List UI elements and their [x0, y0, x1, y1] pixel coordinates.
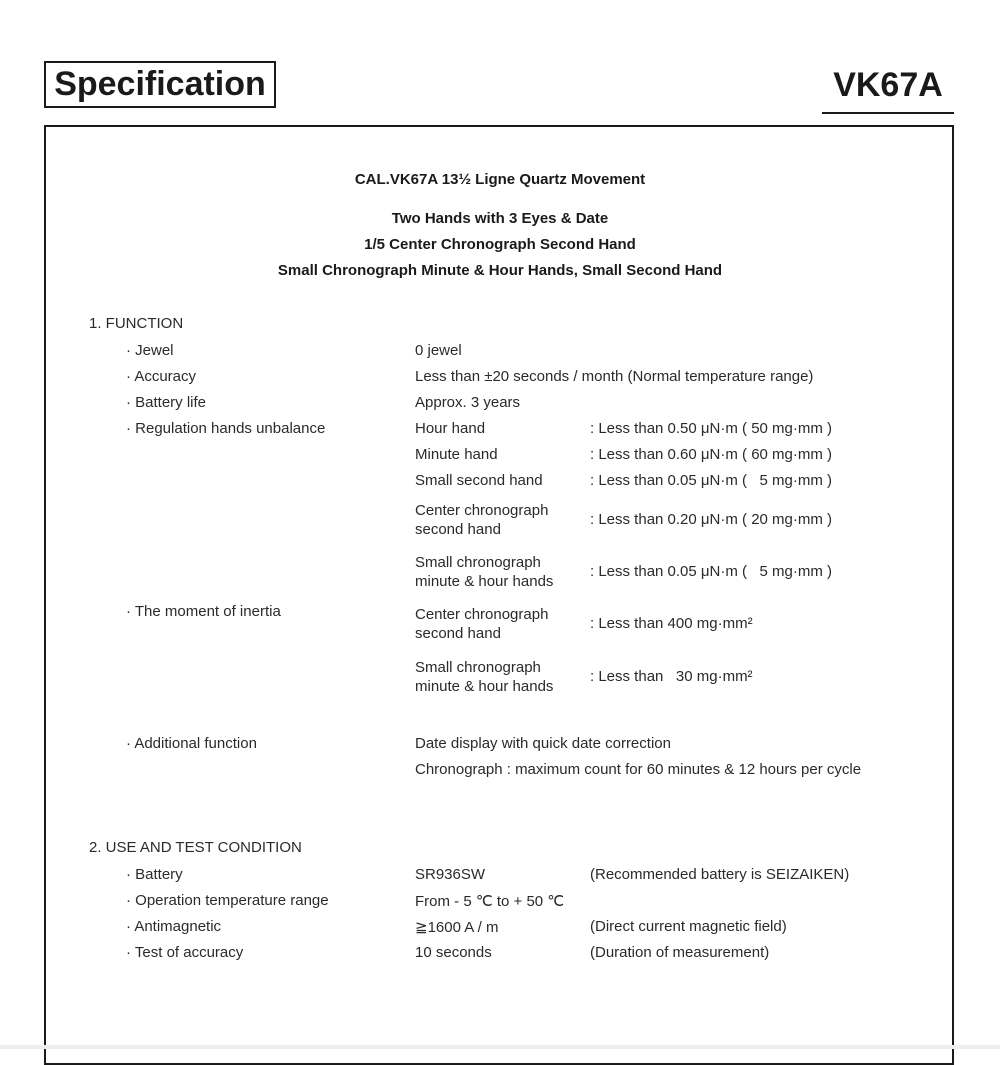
additional-value-chrono: Chronograph : maximum count for 60 minutes & 12 hours per cycle — [415, 761, 862, 778]
test-accuracy-label: · Test of accuracy — [126, 944, 244, 961]
jewel-label: · Jewel — [126, 342, 174, 359]
unbalance-hour-name: Hour hand — [415, 420, 486, 437]
unbalance-minute-name: Minute hand — [415, 446, 498, 463]
jewel-value: 0 jewel — [415, 342, 462, 359]
battery-value: SR936SW — [415, 866, 486, 883]
battery-life-value: Approx. 3 years — [415, 394, 521, 411]
antimagnetic-label: · Antimagnetic — [126, 918, 222, 935]
intro-caliber: CAL.VK67A 13½ Ligne Quartz Movement — [354, 171, 646, 188]
model-number: VK67A — [833, 66, 943, 104]
battery-life-label: · Battery life — [126, 394, 207, 411]
model-underline — [822, 112, 954, 114]
intro-hands: Two Hands with 3 Eyes & Date — [391, 210, 609, 227]
inertia-center-chrono-name-line1: Center chronograph — [415, 606, 549, 623]
page-title: Specification — [44, 61, 276, 108]
intro-small-chrono: Small Chronograph Minute & Hour Hands, Small Second Hand — [277, 262, 723, 279]
antimagnetic-note: (Direct current magnetic field) — [590, 918, 787, 935]
unbalance-center-chrono-name-line1: Center chronograph — [415, 502, 549, 519]
temperature-value: From - 5 ℃ to + 50 ℃ — [415, 893, 565, 910]
accuracy-value: Less than ±20 seconds / month (Normal temperature range) — [415, 368, 814, 385]
page-bottom-edge — [0, 1045, 1000, 1049]
unbalance-center-chrono-name-line2: second hand — [415, 521, 501, 538]
battery-label: · Battery — [126, 866, 183, 883]
unbalance-label: · Regulation hands unbalance — [126, 420, 326, 437]
unbalance-small-second-name: Small second hand — [415, 472, 543, 489]
accuracy-label: · Accuracy — [126, 368, 197, 385]
antimagnetic-value: ≧1600 A / m — [415, 919, 499, 936]
unbalance-center-chrono-value: : Less than 0.20 μN·m ( 20 mg·mm ) — [590, 511, 833, 528]
additional-value-date: Date display with quick date correction — [415, 735, 671, 752]
unbalance-center-chrono-name — [415, 501, 548, 539]
intro-center-chrono: 1/5 Center Chronograph Second Hand — [364, 236, 636, 253]
inertia-small-chrono-name — [415, 658, 553, 696]
unbalance-minute-value: : Less than 0.60 μN·m ( 60 mg·mm ) — [590, 446, 833, 463]
temperature-label: · Operation temperature range — [126, 892, 329, 909]
use-test-heading: 2. USE AND TEST CONDITION — [89, 839, 302, 856]
unbalance-small-chrono-name-line1: Small chronograph — [415, 554, 541, 571]
inertia-small-chrono-name-line2: minute & hour hands — [415, 678, 554, 695]
test-accuracy-note: (Duration of measurement) — [590, 944, 770, 961]
unbalance-small-chrono-name-line2: minute & hour hands — [415, 573, 554, 590]
inertia-small-chrono-name-line1: Small chronograph — [415, 659, 541, 676]
inertia-center-chrono-name — [415, 605, 548, 643]
inertia-center-chrono-value: : Less than 400 mg·mm² — [590, 615, 753, 632]
inertia-label: · The moment of inertia — [126, 603, 281, 620]
inertia-center-chrono-name-line2: second hand — [415, 625, 501, 642]
test-accuracy-value: 10 seconds — [415, 944, 492, 961]
unbalance-small-chrono-value: : Less than 0.05 μN·m ( 5 mg·mm ) — [590, 563, 833, 580]
unbalance-hour-value: : Less than 0.50 μN·m ( 50 mg·mm ) — [590, 420, 833, 437]
battery-note: (Recommended battery is SEIZAIKEN) — [590, 866, 850, 883]
unbalance-small-chrono-name — [415, 553, 553, 591]
unbalance-small-second-value: : Less than 0.05 μN·m ( 5 mg·mm ) — [590, 472, 833, 489]
inertia-small-chrono-value: : Less than 30 mg·mm² — [590, 668, 753, 685]
function-heading: 1. FUNCTION — [89, 315, 184, 332]
additional-label: · Additional function — [126, 735, 257, 752]
